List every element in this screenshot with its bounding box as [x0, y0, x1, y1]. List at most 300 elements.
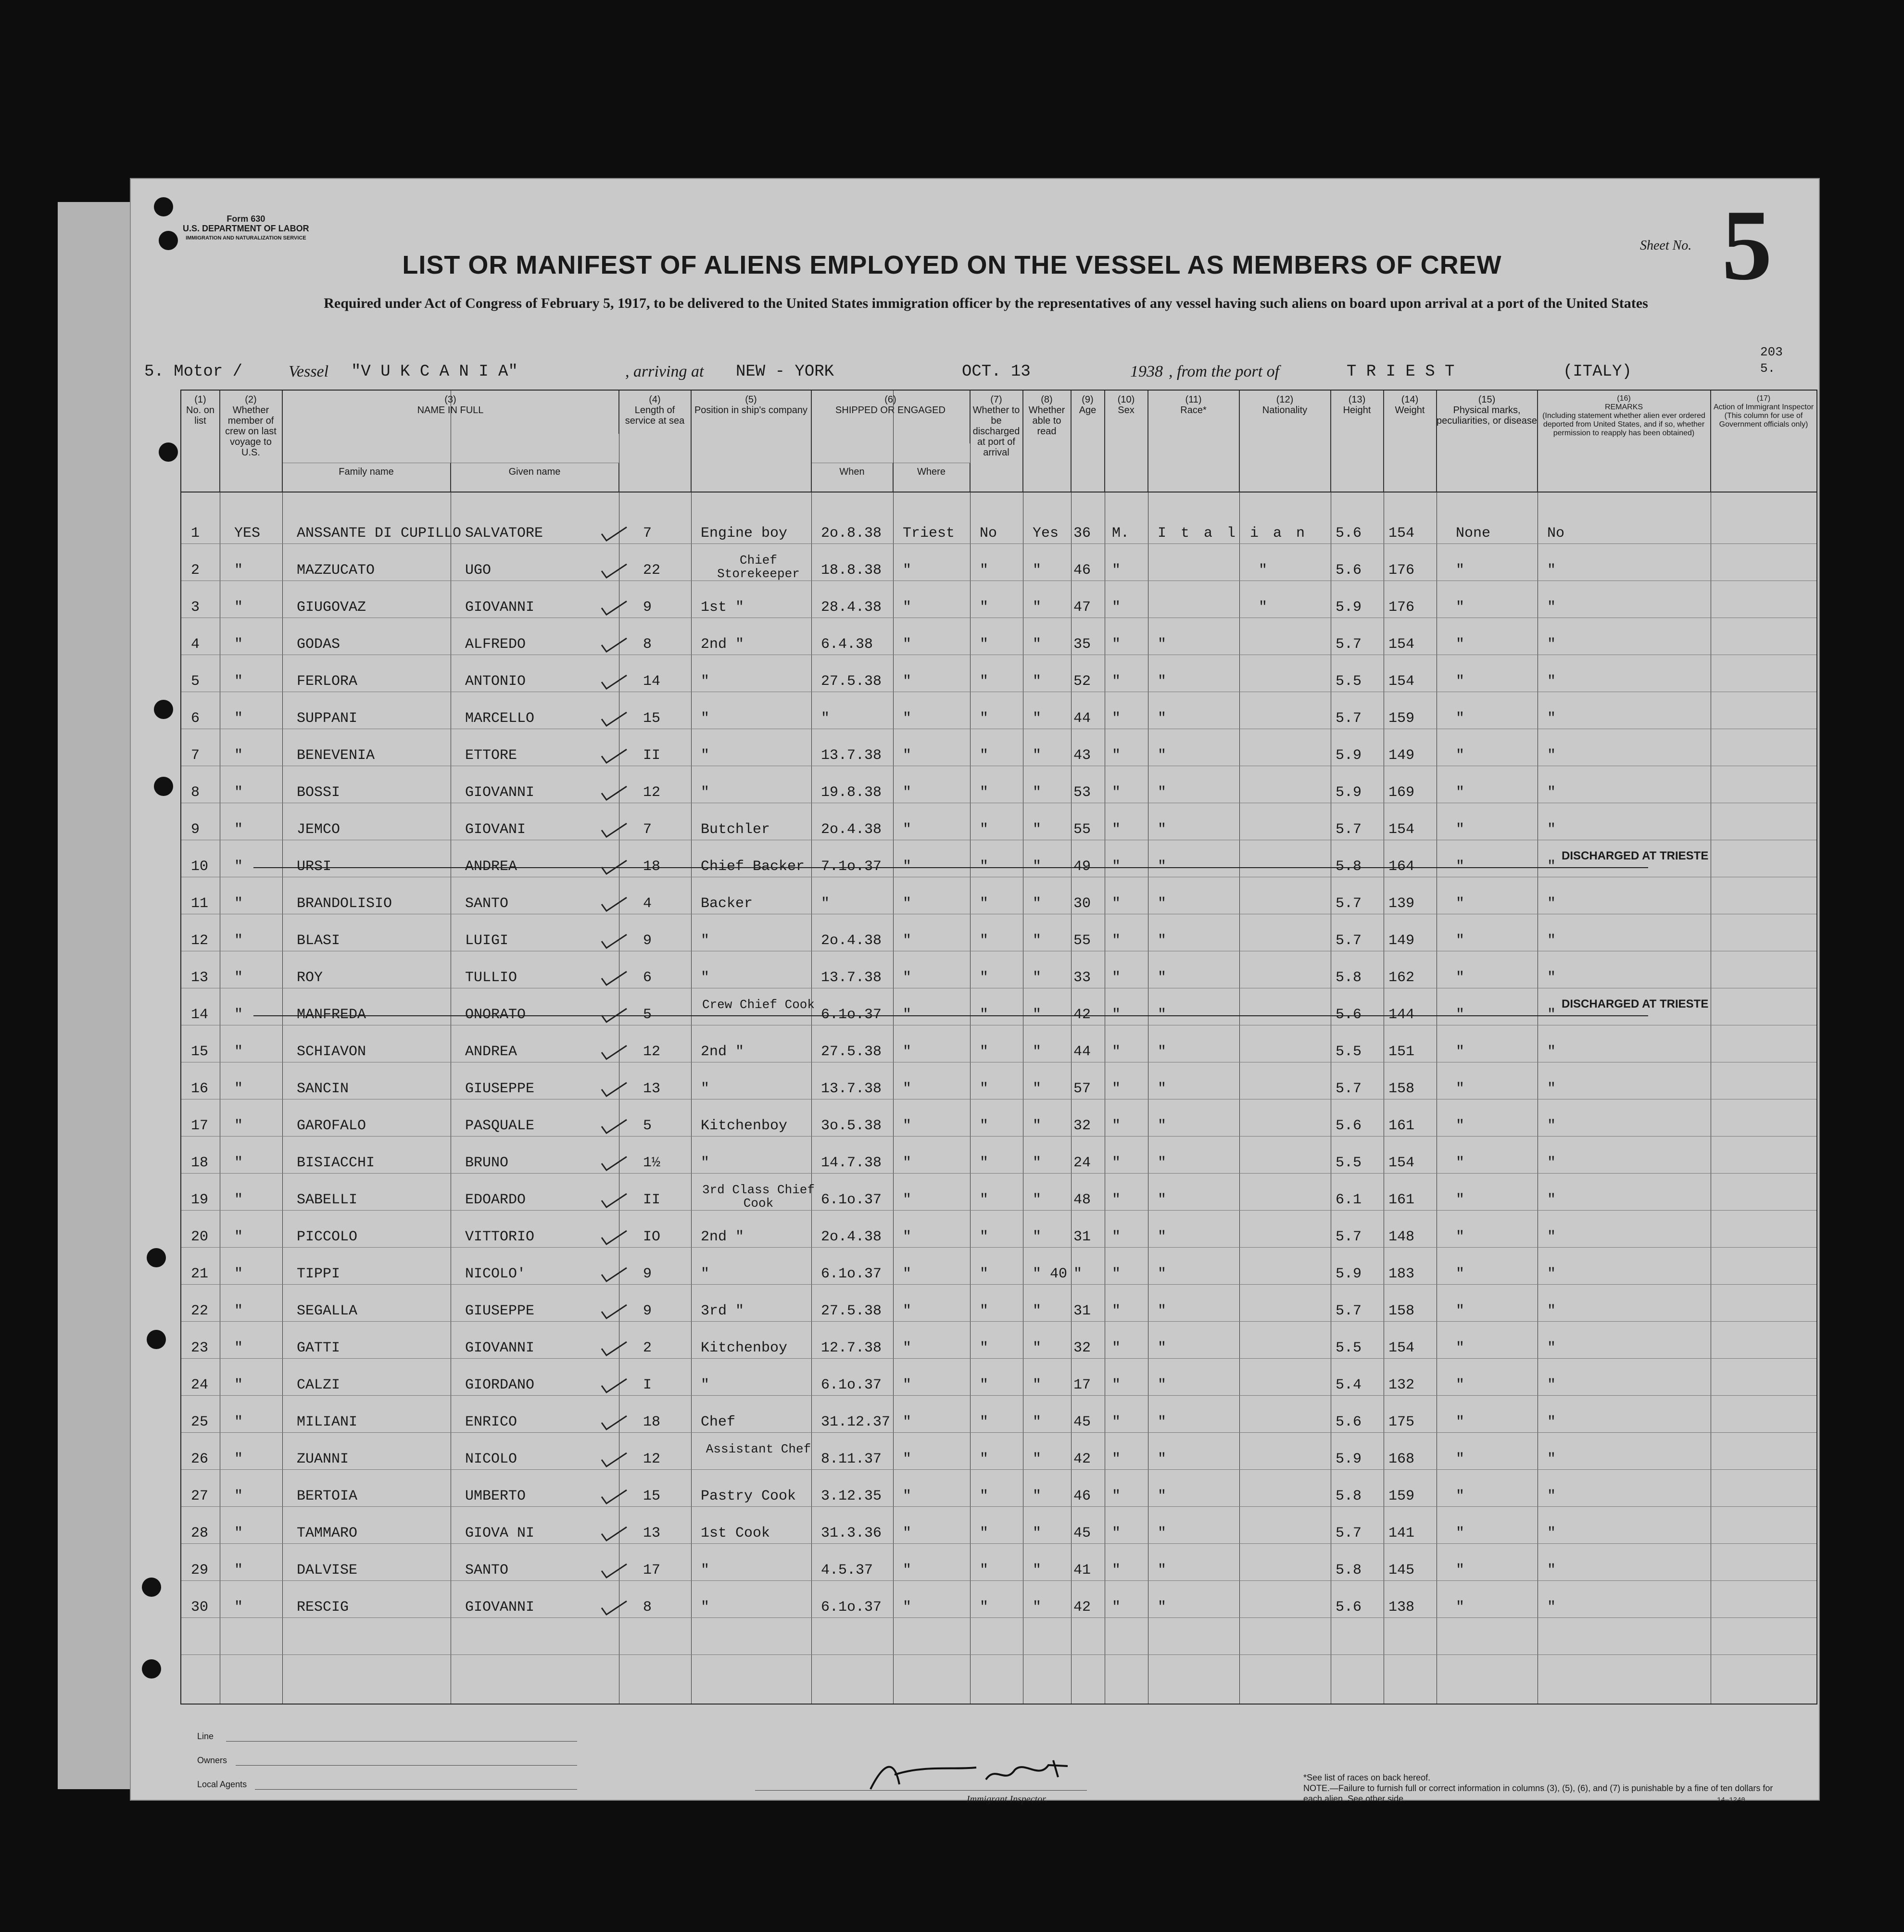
row-remarks: "	[1547, 1007, 1556, 1023]
row-service: 9	[643, 599, 652, 616]
row-age: 35	[1073, 636, 1091, 653]
row-read: "	[1033, 1414, 1042, 1430]
row-age: 46	[1073, 1488, 1091, 1504]
header-position: (5) Position in ship's company	[691, 391, 811, 492]
row-height: 5.9	[1336, 1266, 1362, 1282]
row-race: "	[1158, 1414, 1167, 1430]
row-age: 45	[1073, 1525, 1091, 1541]
check-mark-icon	[600, 1450, 629, 1469]
row-given-name: TULLIO	[465, 970, 517, 986]
row-marks: "	[1456, 1303, 1465, 1319]
row-where: "	[903, 1377, 912, 1393]
row-weight: 162	[1388, 970, 1415, 986]
row-prev-voyage: "	[234, 821, 243, 838]
row-height: 5.6	[1336, 1414, 1362, 1430]
row-where: "	[903, 1525, 912, 1541]
row-service: 22	[643, 562, 661, 579]
row-sex: "	[1112, 1525, 1121, 1541]
row-position: 3rd "	[701, 1303, 744, 1319]
row-position: "	[701, 1562, 710, 1578]
punch-hole	[147, 1330, 166, 1349]
row-race: "	[1158, 1118, 1167, 1134]
row-marks: "	[1456, 784, 1465, 801]
row-read: "	[1033, 599, 1042, 616]
check-mark-icon	[600, 672, 629, 692]
row-remarks: "	[1547, 1488, 1556, 1504]
row-remarks: "	[1547, 1340, 1556, 1356]
row-race: "	[1158, 1266, 1167, 1282]
check-mark-icon	[600, 1302, 629, 1321]
row-marks: "	[1456, 1192, 1465, 1208]
row-position: 2nd "	[701, 1229, 744, 1245]
row-height: 5.5	[1336, 673, 1362, 690]
row-when: 12.7.38	[821, 1340, 882, 1356]
table-row	[181, 1553, 1816, 1590]
row-read: " 40	[1033, 1266, 1068, 1282]
row-race: "	[1158, 1192, 1167, 1208]
row-read: "	[1033, 1192, 1042, 1208]
header-action: (17) Action of Immigrant Inspector (This column for use of Government officials only)	[1713, 394, 1814, 429]
row-remarks: "	[1547, 599, 1556, 616]
row-read: "	[1033, 1229, 1042, 1245]
row-number: 18	[191, 1155, 209, 1171]
row-family-name: BISIACCHI	[297, 1155, 375, 1171]
table-row	[181, 1515, 1816, 1553]
row-marks: "	[1456, 1081, 1465, 1097]
row-discharged: No	[980, 525, 997, 542]
row-weight: 159	[1388, 710, 1415, 727]
row-age: 48	[1073, 1192, 1091, 1208]
check-mark-icon	[600, 524, 629, 543]
row-race: "	[1158, 1044, 1167, 1060]
row-remarks: "	[1547, 1562, 1556, 1578]
row-age: 44	[1073, 1044, 1091, 1060]
vessel-prefix: 5. Motor /	[144, 363, 243, 381]
row-prev-voyage: "	[234, 1192, 243, 1208]
row-remarks: "	[1547, 673, 1556, 690]
check-mark-icon	[600, 1339, 629, 1358]
row-when: 8.11.37	[821, 1451, 882, 1467]
row-sex: "	[1112, 1229, 1121, 1245]
row-read: "	[1033, 673, 1042, 690]
row-height: 5.5	[1336, 1155, 1362, 1171]
row-remarks: "	[1547, 1451, 1556, 1467]
row-race: "	[1158, 1340, 1167, 1356]
row-prev-voyage: "	[234, 970, 243, 986]
check-mark-icon	[600, 783, 629, 803]
arrival-port: NEW - YORK	[736, 363, 834, 381]
row-sex: "	[1112, 859, 1121, 875]
row-prev-voyage: "	[234, 562, 243, 579]
row-when: 6.1o.37	[821, 1377, 882, 1393]
sheet-number: 5	[1722, 189, 1772, 301]
row-discharged: "	[980, 1562, 989, 1578]
row-where: Triest	[903, 525, 955, 542]
agents-label: Local Agents	[197, 1780, 247, 1789]
row-marks: "	[1456, 1451, 1465, 1467]
row-read: "	[1033, 1118, 1042, 1134]
row-discharged: "	[980, 1414, 989, 1430]
table-row	[181, 1145, 1816, 1182]
row-number: 8	[191, 784, 200, 801]
table-row	[181, 923, 1816, 960]
row-service: 9	[643, 1266, 652, 1282]
row-read: "	[1033, 1599, 1042, 1616]
row-when: 4.5.37	[821, 1562, 873, 1578]
check-mark-icon	[600, 1154, 629, 1173]
row-remarks: "	[1547, 1192, 1556, 1208]
row-height: 5.7	[1336, 821, 1362, 838]
row-family-name: RESCIG	[297, 1599, 349, 1616]
row-read: "	[1033, 1081, 1042, 1097]
row-service: 13	[643, 1525, 661, 1541]
header-no: (1) No. on list	[181, 391, 220, 492]
row-prev-voyage: "	[234, 1451, 243, 1467]
row-sex: "	[1112, 1155, 1121, 1171]
row-marks: "	[1456, 599, 1465, 616]
row-discharged: "	[980, 1377, 989, 1393]
row-given-name: BRUNO	[465, 1155, 509, 1171]
row-when: 27.5.38	[821, 1044, 882, 1060]
row-remarks: "	[1547, 1266, 1556, 1282]
row-race: "	[1158, 1451, 1167, 1467]
row-given-name: UGO	[465, 562, 492, 579]
row-height: 5.8	[1336, 1488, 1362, 1504]
row-weight: 175	[1388, 1414, 1415, 1430]
header-race: (11) Race*	[1148, 391, 1239, 492]
row-position: 1st Cook	[701, 1525, 770, 1541]
row-prev-voyage: "	[234, 1340, 243, 1356]
check-mark-icon	[600, 1598, 629, 1617]
row-discharged: "	[980, 933, 989, 949]
row-discharge-note: DISCHARGED AT TRIESTE	[1562, 998, 1709, 1010]
row-sex: "	[1112, 1599, 1121, 1616]
row-family-name: BENEVENIA	[297, 747, 375, 764]
row-weight: 154	[1388, 636, 1415, 653]
row-read: "	[1033, 1007, 1042, 1023]
row-height: 5.7	[1336, 1081, 1362, 1097]
row-number: 7	[191, 747, 200, 764]
row-service: 9	[643, 1303, 652, 1319]
row-discharged: "	[980, 1044, 989, 1060]
row-age: 49	[1073, 859, 1091, 875]
row-marks: "	[1456, 1488, 1465, 1504]
row-remarks: "	[1547, 1525, 1556, 1541]
row-discharged: "	[980, 1118, 989, 1134]
row-when: 28.4.38	[821, 599, 882, 616]
row-discharged: "	[980, 599, 989, 616]
row-service: 5	[643, 1118, 652, 1134]
row-race: "	[1158, 1081, 1167, 1097]
row-remarks: "	[1547, 859, 1556, 875]
row-where: "	[903, 636, 912, 653]
row-read: "	[1033, 562, 1042, 579]
row-number: 13	[191, 970, 209, 986]
row-race: "	[1158, 784, 1167, 801]
row-service: 15	[643, 1488, 661, 1504]
row-position: "	[701, 784, 710, 801]
line-field	[226, 1741, 577, 1742]
row-number: 14	[191, 1007, 209, 1023]
row-service: 13	[643, 1081, 661, 1097]
row-position: 3rd Class Chief Cook	[702, 1183, 815, 1211]
table-row	[181, 516, 1816, 553]
row-position: "	[701, 1155, 710, 1171]
row-where: "	[903, 1599, 912, 1616]
row-number: 6	[191, 710, 200, 727]
check-mark-icon	[600, 1006, 629, 1025]
header-family: Family name	[282, 463, 451, 492]
row-rule	[181, 1654, 1816, 1655]
row-when: 2o.4.38	[821, 1229, 882, 1245]
row-sex: "	[1112, 1377, 1121, 1393]
row-race: "	[1158, 1303, 1167, 1319]
row-sex: "	[1112, 1488, 1121, 1504]
table-row	[181, 1108, 1816, 1145]
check-mark-icon	[600, 858, 629, 877]
row-position: "	[701, 1081, 710, 1097]
row-marks: "	[1456, 562, 1465, 579]
row-number: 11	[191, 896, 209, 912]
row-prev-voyage: "	[234, 747, 243, 764]
row-remarks: "	[1547, 1044, 1556, 1060]
row-discharged: "	[980, 1488, 989, 1504]
vessel-label: Vessel	[289, 363, 329, 380]
line-label: Line	[197, 1731, 214, 1741]
row-sex: "	[1112, 1303, 1121, 1319]
row-service: 12	[643, 1451, 661, 1467]
row-remarks: "	[1547, 1118, 1556, 1134]
row-family-name: BRANDOLISIO	[297, 896, 392, 912]
row-strikethrough	[253, 1015, 1648, 1016]
row-sex: "	[1112, 1044, 1121, 1060]
row-height: 5.6	[1336, 1599, 1362, 1616]
row-height: 5.9	[1336, 1451, 1362, 1467]
row-position: Backer	[701, 896, 753, 912]
row-age: 45	[1073, 1414, 1091, 1430]
row-given-name: LUIGI	[465, 933, 509, 949]
row-height: 5.7	[1336, 1525, 1362, 1541]
row-when: 13.7.38	[821, 970, 882, 986]
row-sex: "	[1112, 1340, 1121, 1356]
row-service: 4	[643, 896, 652, 912]
row-when: "	[821, 896, 830, 912]
check-mark-icon	[600, 969, 629, 988]
row-height: 5.7	[1336, 1229, 1362, 1245]
inspector-line	[755, 1790, 1087, 1791]
row-family-name: MILIANI	[297, 1414, 358, 1430]
row-service: 15	[643, 710, 661, 727]
row-sex: "	[1112, 821, 1121, 838]
row-discharged: "	[980, 784, 989, 801]
check-mark-icon	[600, 821, 629, 840]
row-family-name: TAMMARO	[297, 1525, 358, 1541]
row-family-name: CALZI	[297, 1377, 340, 1393]
row-where: "	[903, 896, 912, 912]
table-row	[181, 701, 1816, 738]
note-races: *See list of races on back hereof.	[1303, 1773, 1431, 1782]
row-family-name: SUPPANI	[297, 710, 358, 727]
row-family-name: ANSSANTE DI CUPILLO	[297, 525, 462, 542]
row-weight: 183	[1388, 1266, 1415, 1282]
check-mark-icon	[600, 1043, 629, 1062]
table-row	[181, 1404, 1816, 1441]
row-weight: 138	[1388, 1599, 1415, 1616]
check-mark-icon	[600, 1080, 629, 1099]
header-height: (13) Height	[1331, 391, 1384, 492]
row-position: "	[701, 933, 710, 949]
row-discharged: "	[980, 859, 989, 875]
row-discharged: "	[980, 821, 989, 838]
row-age: 53	[1073, 784, 1091, 801]
row-where: "	[903, 1118, 912, 1134]
header-read: (8) Whether able to read	[1023, 391, 1071, 492]
row-when: 2o.4.38	[821, 821, 882, 838]
row-remarks: "	[1547, 1377, 1556, 1393]
row-discharged: "	[980, 1451, 989, 1467]
row-sex: "	[1112, 1081, 1121, 1097]
row-when: "	[821, 710, 830, 727]
row-marks: "	[1456, 896, 1465, 912]
row-when: 6.1o.37	[821, 1192, 882, 1208]
row-number: 17	[191, 1118, 209, 1134]
row-age: 31	[1073, 1229, 1091, 1245]
punch-hole	[159, 231, 178, 250]
row-given-name: ETTORE	[465, 747, 517, 764]
row-race: "	[1158, 1007, 1167, 1023]
row-discharged: "	[980, 747, 989, 764]
row-when: 18.8.38	[821, 562, 882, 579]
row-race: "	[1158, 1377, 1167, 1393]
row-family-name: SEGALLA	[297, 1303, 358, 1319]
row-remarks: "	[1547, 710, 1556, 727]
check-mark-icon	[600, 1487, 629, 1506]
row-height: 6.1	[1336, 1192, 1362, 1208]
row-marks: "	[1456, 636, 1465, 653]
row-read: "	[1033, 859, 1042, 875]
row-race: "	[1158, 1599, 1167, 1616]
row-sex: "	[1112, 673, 1121, 690]
row-discharged: "	[980, 673, 989, 690]
row-where: "	[903, 673, 912, 690]
row-remarks: No	[1547, 525, 1565, 542]
row-given-name: GIOVANI	[465, 821, 526, 838]
row-read: "	[1033, 784, 1042, 801]
row-where: "	[903, 710, 912, 727]
row-prev-voyage: "	[234, 1599, 243, 1616]
row-discharged: "	[980, 1266, 989, 1282]
row-where: "	[903, 562, 912, 579]
row-where: "	[903, 933, 912, 949]
row-weight: 154	[1388, 525, 1415, 542]
form-line-3: IMMIGRATION AND NATURALIZATION SERVICE	[186, 235, 306, 241]
row-when: 3.12.35	[821, 1488, 882, 1504]
row-discharged: "	[980, 1303, 989, 1319]
row-number: 26	[191, 1451, 209, 1467]
row-age: 41	[1073, 1562, 1091, 1578]
row-weight: 149	[1388, 933, 1415, 949]
row-number: 1	[191, 525, 200, 542]
row-height: 5.9	[1336, 599, 1362, 616]
row-given-name: SALVATORE	[465, 525, 543, 542]
row-remarks: "	[1547, 1599, 1556, 1616]
form-number	[183, 214, 309, 243]
check-mark-icon	[600, 1117, 629, 1136]
row-prev-voyage: "	[234, 1007, 243, 1023]
row-where: "	[903, 970, 912, 986]
header-service: (4) Length of service at sea	[619, 391, 691, 492]
page-title: LIST OR MANIFEST OF ALIENS EMPLOYED ON THE VESSEL AS MEMBERS OF CREW	[402, 251, 1502, 279]
row-family-name: MANFREDA	[297, 1007, 366, 1023]
row-remarks: "	[1547, 1155, 1556, 1171]
check-mark-icon	[600, 598, 629, 618]
table-row	[181, 1256, 1816, 1293]
row-sex: "	[1112, 1266, 1121, 1282]
row-given-name: GIOVANNI	[465, 1340, 535, 1356]
row-sex: "	[1112, 1118, 1121, 1134]
row-marks: "	[1456, 673, 1465, 690]
row-prev-voyage: "	[234, 673, 243, 690]
row-position: Chief Backer	[701, 859, 805, 875]
row-service: II	[643, 1192, 661, 1208]
row-family-name: GIUGOVAZ	[297, 599, 366, 616]
row-when: 6.1o.37	[821, 1599, 882, 1616]
punch-hole	[159, 442, 178, 462]
row-where: "	[903, 1192, 912, 1208]
row-strikethrough	[253, 867, 1648, 868]
row-number: 25	[191, 1414, 209, 1430]
row-where: "	[903, 1155, 912, 1171]
row-position: 2nd "	[701, 1044, 744, 1060]
row-height: 5.5	[1336, 1044, 1362, 1060]
note-penalty: NOTE.—Failure to furnish full or correct information in columns (3), (5), (6), and (7) is punishable by a fine of ten dollars for each alien. See other side.	[1303, 1783, 1773, 1804]
row-read: "	[1033, 1377, 1042, 1393]
row-marks: "	[1456, 1118, 1465, 1134]
header-nationality: (12) Nationality	[1239, 391, 1331, 492]
row-remarks: "	[1547, 821, 1556, 838]
row-when: 6.1o.37	[821, 1007, 882, 1023]
row-age: 42	[1073, 1451, 1091, 1467]
row-height: 5.6	[1336, 525, 1362, 542]
row-sex: "	[1112, 784, 1121, 801]
check-mark-icon	[600, 635, 629, 655]
row-remarks: "	[1547, 933, 1556, 949]
row-sex: "	[1112, 636, 1121, 653]
header-prev-voyage: (2) Whether member of crew on last voyage to U.S.	[220, 391, 282, 492]
row-family-name: ROY	[297, 970, 323, 986]
table-row	[181, 627, 1816, 664]
punch-hole	[142, 1659, 161, 1679]
row-service: 1½	[643, 1155, 661, 1171]
row-position: "	[701, 673, 710, 690]
row-height: 5.7	[1336, 1303, 1362, 1319]
row-service: 5	[643, 1007, 652, 1023]
punch-hole	[154, 777, 173, 796]
row-service: 6	[643, 970, 652, 986]
row-discharged: "	[980, 1081, 989, 1097]
row-where: "	[903, 859, 912, 875]
check-mark-icon	[600, 1228, 629, 1247]
row-where: "	[903, 1414, 912, 1430]
row-read: "	[1033, 747, 1042, 764]
row-service: II	[643, 747, 661, 764]
row-position: "	[701, 1599, 710, 1616]
row-age: 30	[1073, 896, 1091, 912]
row-where: "	[903, 1044, 912, 1060]
row-service: 12	[643, 784, 661, 801]
row-family-name: SANCIN	[297, 1081, 349, 1097]
punch-hole	[154, 700, 173, 719]
